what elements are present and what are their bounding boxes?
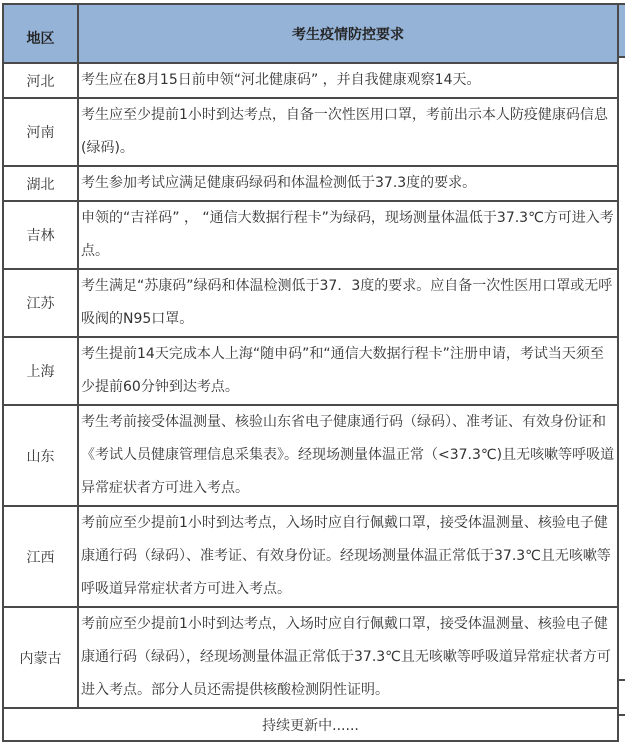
requirement-cell: 申领的“吉祥码” ， “通信大数据行程卡”为绿码，现场测量体温低于37.3℃方可进入考点。 [78,201,618,269]
table-row [3,166,618,201]
adjacent-column-header [619,5,625,58]
table-row [3,337,618,405]
requirement-cell: 考前应至少提前1小时到达考点，入场时应自行佩戴口罩，接受体温测量、核验电子健康通行码（绿码），经现场测量体温正常低于37.3℃且无咳嗽等呼吸道异常症状者方可进入考点。部分人员还需提供核酸检测阴性证明。 [78,607,618,708]
epidemic-requirements-table [2,3,619,742]
table-row [3,506,618,607]
adjacent-column-edge [619,3,625,681]
footer-row-extension [619,679,625,716]
region-cell: 吉林 [3,201,78,269]
region-cell: 湖北 [3,166,78,201]
header-region: 地区 [3,4,78,63]
region-cell: 内蒙古 [3,607,78,708]
header-requirements: 考生疫情防控要求 [78,4,618,63]
table-row [3,98,618,166]
region-cell: 山东 [3,405,78,506]
table-row [3,405,618,506]
requirement-cell: 考生提前14天完成本人上海“随申码”和“通信大数据行程卡”注册申请，考试当天须至少提前60分钟到达考点。 [78,337,618,405]
region-cell: 江西 [3,506,78,607]
requirement-cell: 考生考前接受体温测量、核验山东省电子健康通行码（绿码）、准考证、有效身份证和《考试人员健康管理信息采集表》。经现场测量体温正常（<37.3℃)且无咳嗽等呼吸道异常症状者方可进入考点。 [78,405,618,506]
region-cell: 河南 [3,98,78,166]
requirement-cell: 考前应至少提前1小时到达考点，入场时应自行佩戴口罩，接受体温测量、核验电子健康通行码（绿码）、准考证、有效身份证。经现场测量体温正常低于37.3℃且无咳嗽等呼吸道异常症状者方可进入考点。 [78,506,618,607]
requirement-cell: 考生参加考试应满足健康码绿码和体温检测低于37.3度的要求。 [78,166,618,201]
header-row [3,4,618,63]
footer-row [3,708,618,741]
requirement-cell: 考生应至少提前1小时到达考点，自备一次性医用口罩，考前出示本人防疫健康码信息(绿码)。 [78,98,618,166]
region-cell: 上海 [3,337,78,405]
requirement-cell: 考生应在8月15日前申领“河北健康码” ，并自我健康观察14天。 [78,63,618,98]
requirement-cell: 考生满足“苏康码”绿码和体温检测低于37．3度的要求。应自备一次性医用口罩或无呼吸阀的N95口罩。 [78,269,618,337]
table-row [3,607,618,708]
region-cell: 河北 [3,63,78,98]
table-row [3,269,618,337]
region-cell: 江苏 [3,269,78,337]
update-status-text: 持续更新中...... [3,708,618,741]
table-row [3,63,618,98]
table-row [3,201,618,269]
